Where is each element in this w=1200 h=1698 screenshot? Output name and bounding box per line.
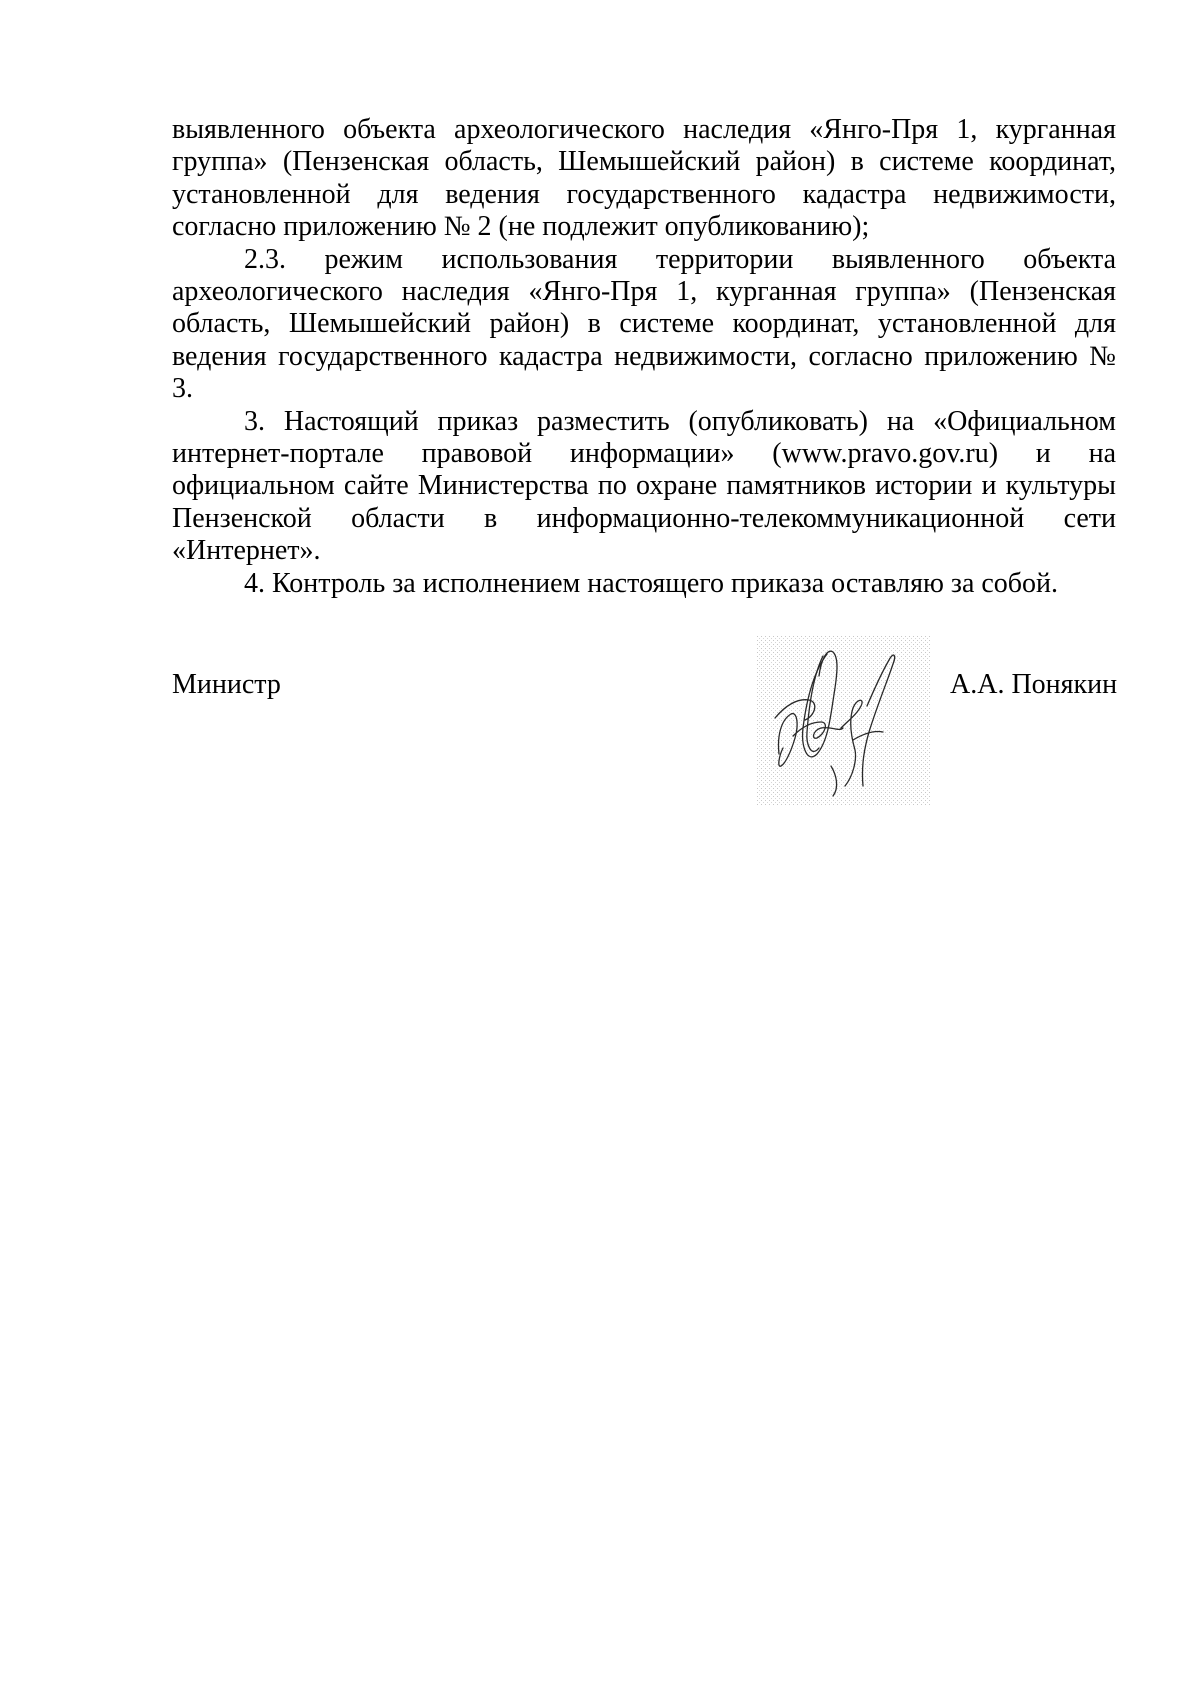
signatory-role: Министр [172,669,281,700]
paragraph-4: 4. Контроль за исполнением настоящего приказа оставляю за собой. [244,567,1059,599]
paragraph-2-3: 2.3. режим использования территории выявленного объекта археологического наследия «Янго-Пря 1, курганная группа» (Пензенская область, Шемышейский район) в системе координат, установленной для ведения государственного кадастра недвижимости, согласно приложению № 3. [172,243,1116,405]
signature-stamp-background [757,636,931,806]
paragraph-continuation: выявленного объекта археологического наследия «Янго-Пря 1, курганная группа» (Пензенская область, Шемышейский район) в системе координат, установленной для ведения государственного кадастра недвижимости, согласно приложению № 2 (не подлежит опубликованию); [172,114,1116,243]
handwritten-signature [757,636,931,806]
signatory-name: А.А. Понякин [950,669,1118,700]
paragraph-3: 3. Настоящий приказ разместить (опубликовать) на «Официальном интернет-портале правовой информации» (www.pravo.gov.ru) и на официальном сайте Министерства по охране памятников истории и культуры Пензенской области в информационно-телекоммуникационной сети «Интернет». [172,405,1116,567]
